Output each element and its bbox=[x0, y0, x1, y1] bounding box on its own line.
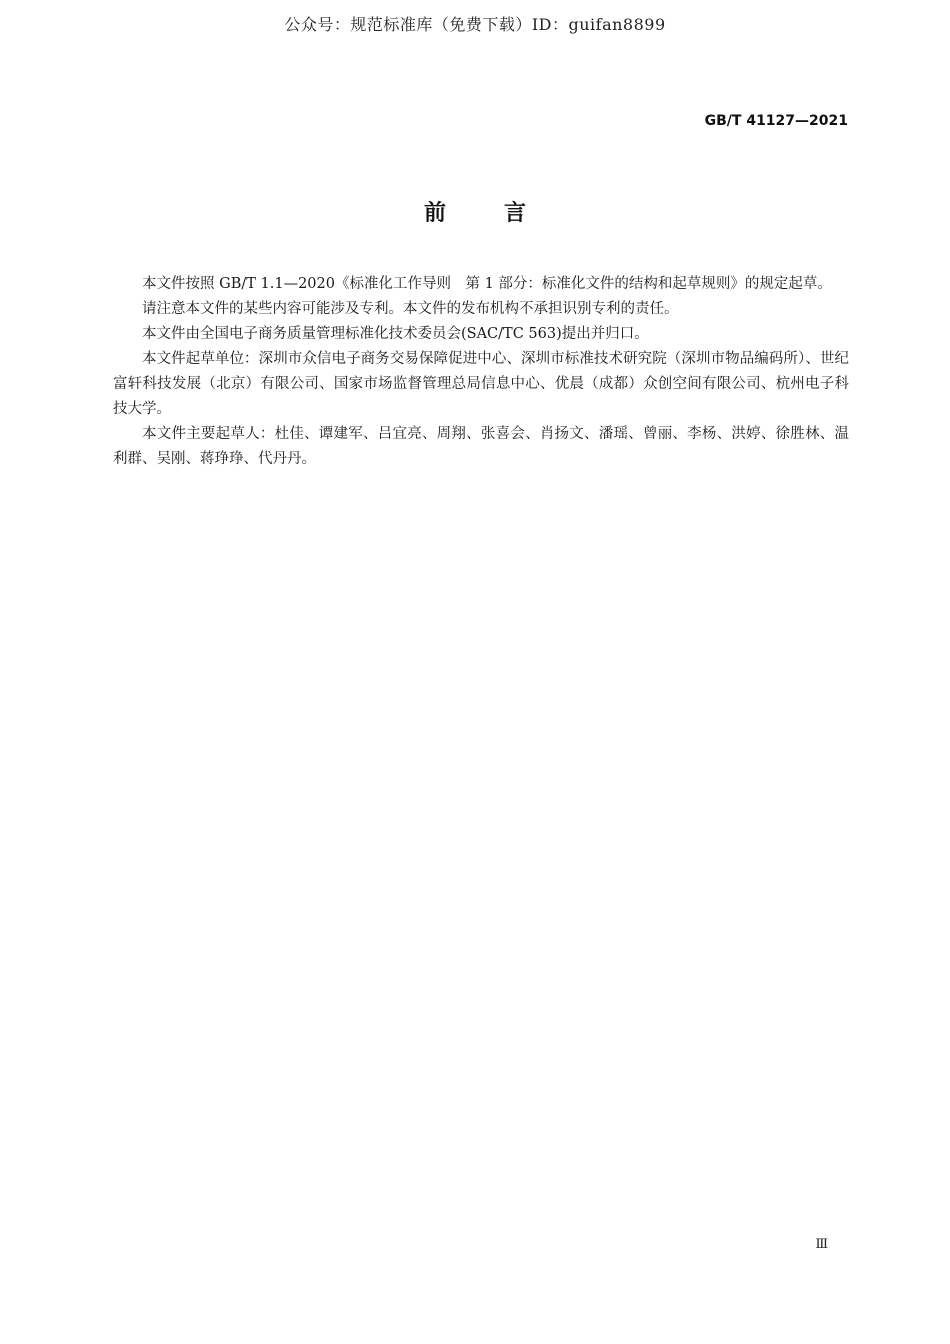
page-number: Ⅲ bbox=[815, 1237, 828, 1252]
paragraph-patent-notice: 请注意本文件的某些内容可能涉及专利。本文件的发布机构不承担识别专利的责任。 bbox=[142, 301, 679, 317]
paragraph-drafters: 本文件主要起草人：杜佳、谭建军、吕宜亮、周翔、张喜会、肖扬文、潘瑶、曾丽、李杨、洪婷、徐胜林、温利群、吴刚、蒋琤琤、代丹丹。 bbox=[113, 426, 849, 467]
paragraph-drafting-units: 本文件起草单位：深圳市众信电子商务交易保障促进中心、深圳市标准技术研究院（深圳市物品编码所）、世纪富轩科技发展（北京）有限公司、国家市场监督管理总局信息中心、优晨（成都）众创空间有限公司、杭州电子科技大学。 bbox=[113, 351, 849, 417]
page-title: 前言 bbox=[423, 201, 584, 226]
paragraph-proposer: 本文件由全国电子商务质量管理标准化技术委员会(SAC/TC 563)提出并归口。 bbox=[142, 326, 649, 342]
paragraph-drafting-rules: 本文件按照 GB/T 1.1—2020《标准化工作导则 第 1 部分：标准化文件的结构和起草规则》的规定起草。 bbox=[142, 276, 832, 292]
foreword-body bbox=[113, 272, 849, 472]
standard-number: GB/T 41127—2021 bbox=[704, 113, 848, 129]
watermark-text: 公众号：规范标准库（免费下载）ID：guifan8899 bbox=[284, 15, 666, 34]
